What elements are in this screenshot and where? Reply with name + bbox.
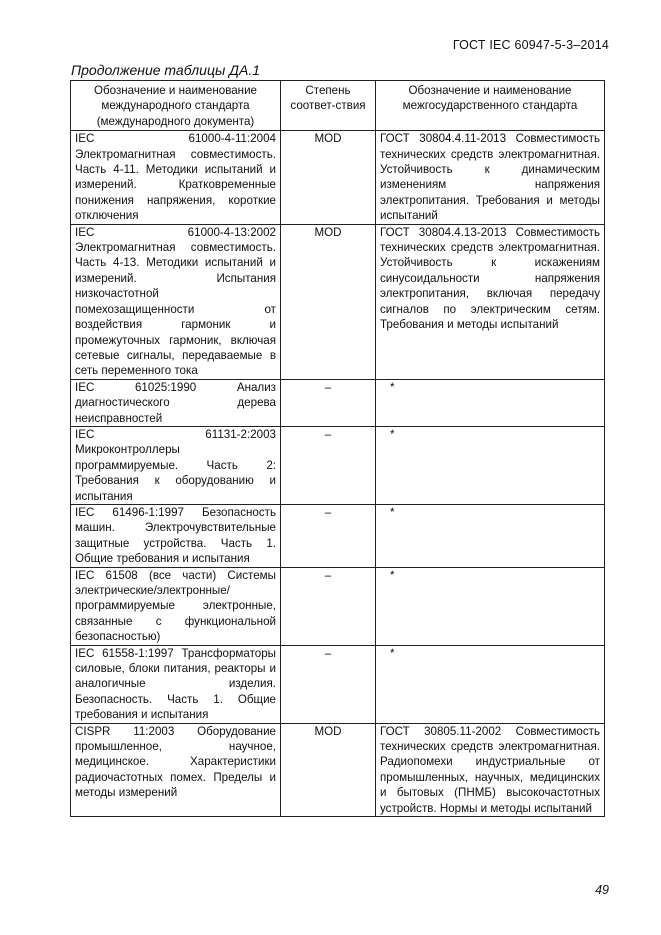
table-caption: Продолжение таблицы ДА.1 bbox=[71, 62, 261, 78]
column-header-interstate: Обозначение и наименование межгосударственного стандарта bbox=[376, 81, 605, 131]
international-standard-cell: IEC 61558-1:1997 Трансформаторы силовые, блоки питания, реакторы и аналогичные изделия. Безопасность. Часть 1. Общие требования и испытания bbox=[71, 645, 281, 723]
table-row bbox=[71, 379, 605, 426]
international-standard-cell: IEC 61496-1:1997 Безопасность машин. Электрочувствительные защитные устройства. Часть 1. Общие требования и испытания bbox=[71, 504, 281, 567]
degree-cell: – bbox=[281, 504, 376, 567]
interstate-standard-cell: ГОСТ 30804.4.11-2013 Совместимость технических средств электромагнитная. Устойчивость к динамическим изменениям напряжения электропитания. Требования и методы испытаний bbox=[376, 131, 605, 224]
table-row bbox=[71, 504, 605, 567]
interstate-standard-cell bbox=[376, 645, 605, 723]
table-header-row bbox=[71, 81, 605, 131]
table-row bbox=[71, 567, 605, 645]
document-code: ГОСТ IEC 60947-5-3–2014 bbox=[452, 38, 609, 52]
interstate-standard-cell bbox=[376, 426, 605, 504]
degree-cell: – bbox=[281, 426, 376, 504]
degree-cell: MOD bbox=[281, 723, 376, 816]
asterisk-note: * bbox=[390, 427, 395, 441]
page-number: 49 bbox=[595, 883, 609, 897]
interstate-standard-cell: ГОСТ 30805.11-2002 Совместимость технических средств электромагнитная. Радиопомехи индустриальные от промышленных, научных, медицинских и бытовых (ПНМБ) высокочастотных устройств. Нормы и методы испытаний bbox=[376, 723, 605, 816]
degree-cell: – bbox=[281, 567, 376, 645]
table-row bbox=[71, 224, 605, 379]
degree-cell: – bbox=[281, 645, 376, 723]
international-standard-cell: IEC 61025:1990 Анализ диагностического дерева неисправностей bbox=[71, 379, 281, 426]
international-standard-cell: IEC 61131-2:2003 Микроконтроллеры программируемые. Часть 2: Требования к оборудованию и испытания bbox=[71, 426, 281, 504]
table-row bbox=[71, 426, 605, 504]
interstate-standard-cell bbox=[376, 379, 605, 426]
asterisk-note: * bbox=[390, 646, 395, 660]
interstate-standard-cell bbox=[376, 504, 605, 567]
interstate-standard-cell: ГОСТ 30804.4.13-2013 Совместимость технических средств электромагнитная. Устойчивость к искажениям синусоидальности напряжения электропитания, включая передачу сигналов по электрическим сетям. Требования и методы испытаний bbox=[376, 224, 605, 379]
table-row bbox=[71, 131, 605, 224]
international-standard-cell: CISPR 11:2003 Оборудование промышленное, научное, медицинское. Характеристики радиочастотных помех. Пределы и методы измерений bbox=[71, 723, 281, 816]
asterisk-note: * bbox=[390, 505, 395, 519]
asterisk-note: * bbox=[390, 568, 395, 582]
column-header-international: Обозначение и наименование международного стандарта (международного документа) bbox=[71, 81, 281, 131]
international-standard-cell: IEC 61000-4-13:2002 Электромагнитная совместимость. Часть 4-13. Методики испытаний и измерений. Испытания низкочастотной помехозащищенности от воздействия гармоник и промежуточных гармоник, включая сетевые сигналы, передаваемые в сеть переменного тока bbox=[71, 224, 281, 379]
degree-cell: MOD bbox=[281, 131, 376, 224]
asterisk-note: * bbox=[390, 380, 395, 394]
degree-cell: – bbox=[281, 379, 376, 426]
table-row bbox=[71, 645, 605, 723]
column-header-degree: Степень соответ-ствия bbox=[281, 81, 376, 131]
table-row bbox=[71, 723, 605, 816]
standards-table bbox=[70, 80, 605, 817]
international-standard-cell: IEC 61000-4-11:2004 Электромагнитная совместимость. Часть 4-11. Методики испытаний и измерений. Кратковременные понижения напряжения, короткие отключения bbox=[71, 131, 281, 224]
degree-cell: MOD bbox=[281, 224, 376, 379]
international-standard-cell: IEC 61508 (все части) Системы электрические/электронные/программируемые электронные, связанные с функциональной безопасностью) bbox=[71, 567, 281, 645]
interstate-standard-cell bbox=[376, 567, 605, 645]
